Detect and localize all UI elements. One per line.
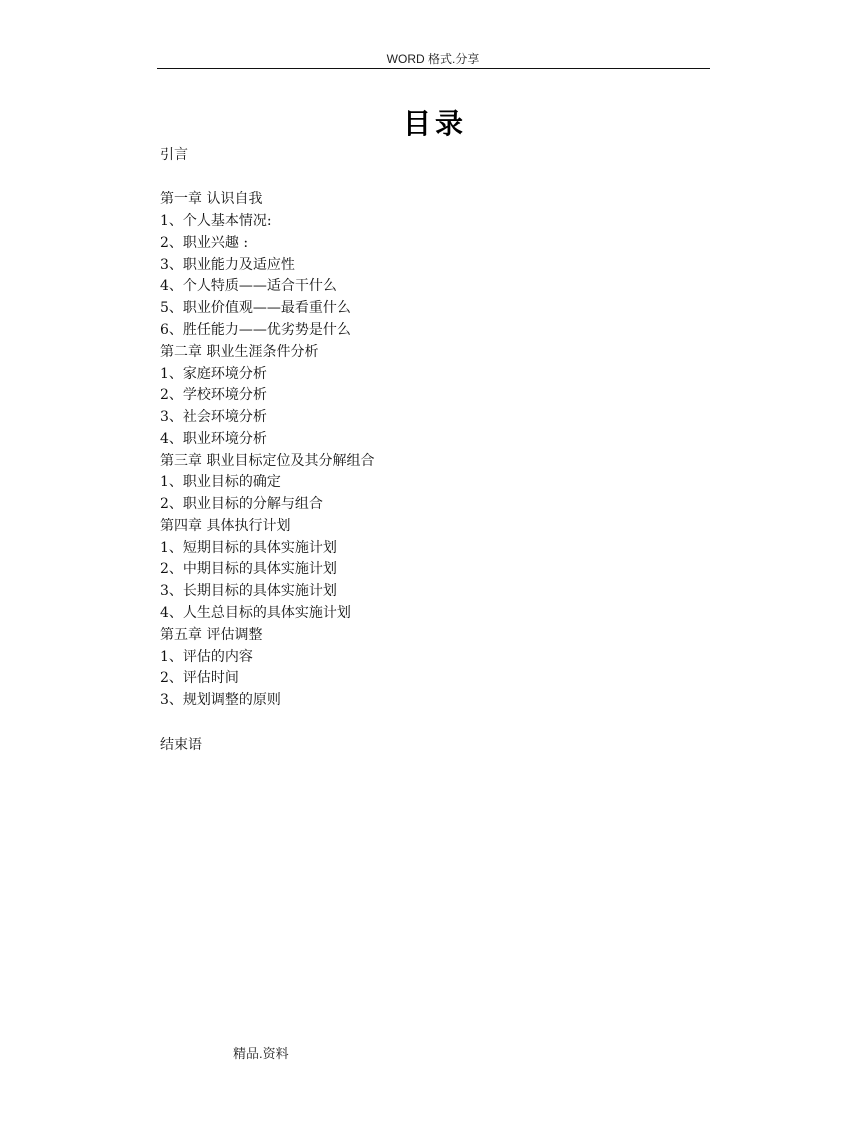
toc-item: 1、家庭环境分析 <box>160 366 267 382</box>
toc-item: 2、中期目标的具体实施计划 <box>160 561 337 577</box>
toc-item: 4、个人特质——适合干什么 <box>160 278 337 294</box>
toc-item: 3、规划调整的原则 <box>160 692 281 708</box>
toc-chapter-3: 第三章 职业目标定位及其分解组合 <box>160 453 375 469</box>
toc-item: 1、个人基本情况: <box>160 213 272 229</box>
toc-item: 1、评估的内容 <box>160 649 253 665</box>
toc-conclusion: 结束语 <box>160 737 202 753</box>
toc-item: 2、评估时间 <box>160 670 239 686</box>
toc-item: 5、职业价值观——最看重什么 <box>160 300 351 316</box>
page-header: WORD 格式.分享 <box>386 52 480 66</box>
toc-chapter-4: 第四章 具体执行计划 <box>160 518 291 534</box>
toc-chapter-1: 第一章 认识自我 <box>160 191 263 207</box>
toc-item: 3、长期目标的具体实施计划 <box>160 583 337 599</box>
page-footer: 精品.资料 <box>233 1046 289 1061</box>
toc-item: 6、胜任能力——优劣势是什么 <box>160 322 351 338</box>
toc-chapter-5: 第五章 评估调整 <box>160 627 263 643</box>
toc-item: 3、职业能力及适应性 <box>160 257 295 273</box>
page-title: 目录 <box>402 107 467 140</box>
toc-item: 2、职业目标的分解与组合 <box>160 496 323 512</box>
toc-item: 1、职业目标的确定 <box>160 474 281 490</box>
toc-item: 4、职业环境分析 <box>160 431 267 447</box>
toc-item: 2、学校环境分析 <box>160 387 267 403</box>
toc-item: 2、职业兴趣 : <box>160 235 249 251</box>
toc-intro: 引言 <box>160 147 188 163</box>
toc-item: 3、社会环境分析 <box>160 409 267 425</box>
toc-item: 1、短期目标的具体实施计划 <box>160 540 337 556</box>
toc-item: 4、人生总目标的具体实施计划 <box>160 605 351 621</box>
header-rule <box>157 68 710 69</box>
toc-chapter-2: 第二章 职业生涯条件分析 <box>160 344 319 360</box>
